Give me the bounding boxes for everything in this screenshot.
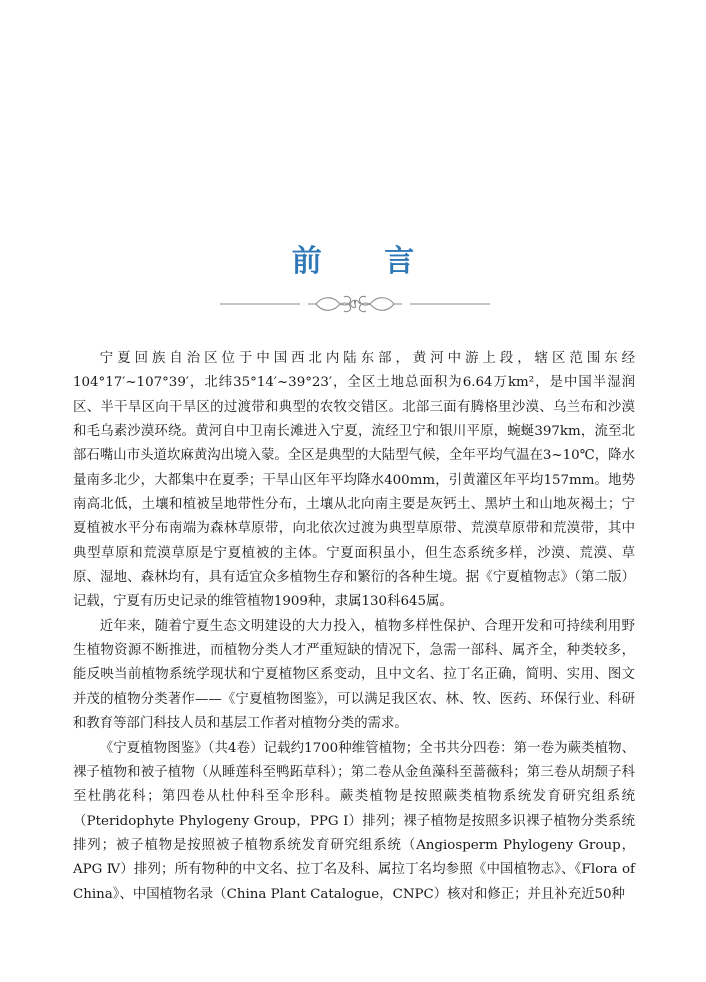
page-title: 前 言	[291, 244, 441, 280]
paragraph: 近年来，随着宁夏生态文明建设的大力投入，植物多样性保护、合理开发和可持续利用野生植物资源不断推进，而植物分类人才严重短缺的情况下，急需一部科、属齐全，种类较多，能反映当前植物系统学现状和宁夏植物区系变动，且中文名、拉丁名正确，简明、实用、图文并茂的植物分类著作——《宁夏植物图鉴》，可以满足我区农、林、牧、医药、环保行业、科研和教育等部门科技人员和基层工作者对植物分类的需求。	[73, 618, 635, 732]
decorative-swirl-divider-icon	[220, 292, 490, 316]
paragraph: 《宁夏植物图鉴》（共4卷）记载约1700种维管植物；全书共分四卷：第一卷为蕨类植物、裸子植物和被子植物（从睡莲科至鸭跖草科）；第二卷从金鱼藻科至蔷薇科；第三卷从胡颓子科至杜鹃花科；第四卷从杜仲科至伞形科。蕨类植物是按照蕨类植物系统发育研究组系统（Pteridophyte Phylogeny Group，PPG Ⅰ）排列；裸子植物是按照多识裸子植物分类系统排列；被子植物是按照被子植物系统发育研究组系统（Angiosperm Phylogeny Group，APG Ⅳ）排列；所有物种的中文名、拉丁名及科、属拉丁名均参照《中国植物志》、《Flora of China》、中国植物名录（China Plant Catalogue，CNPC）核对和修正；并且补充近50种	[73, 740, 635, 902]
paragraph: 宁夏回族自治区位于中国西北内陆东部，黄河中游上段，辖区范围东经104°17′~107°39′，北纬35°14′~39°23′，全区土地总面积为6.64万km²，是中国半湿润区、半干旱区向干旱区的过渡带和典型的农牧交错区。北部三面有腾格里沙漠、乌兰布和沙漠和毛乌素沙漠环绕。黄河自中卫南长滩进入宁夏，流经卫宁和银川平原，蜿蜒397km，流至北部石嘴山市头道坎麻黄沟出境入蒙。全区是典型的大陆型气候，全年平均气温在3~10℃，降水量南多北少，大都集中在夏季；干旱山区年平均降水400mm，引黄灌区年平均157mm。地势南高北低，土壤和植被呈地带性分布，土壤从北向南主要是灰钙土、黑垆土和山地灰褐土；宁夏植被水平分布南端为森林草原带，向北依次过渡为典型草原带、荒漠草原带和荒漠带，其中典型草原和荒漠草原是宁夏植被的主体。宁夏面积虽小，但生态系统多样，沙漠、荒漠、草原、湿地、森林均有，具有适宜众多植物生存和繁衍的各种生境。据《宁夏植物志》（第二版）记载，宁夏有历史记录的维管植物1909种，隶属130科645属。	[73, 351, 635, 610]
ornament-swirl	[308, 296, 402, 311]
preface-body	[73, 347, 635, 907]
